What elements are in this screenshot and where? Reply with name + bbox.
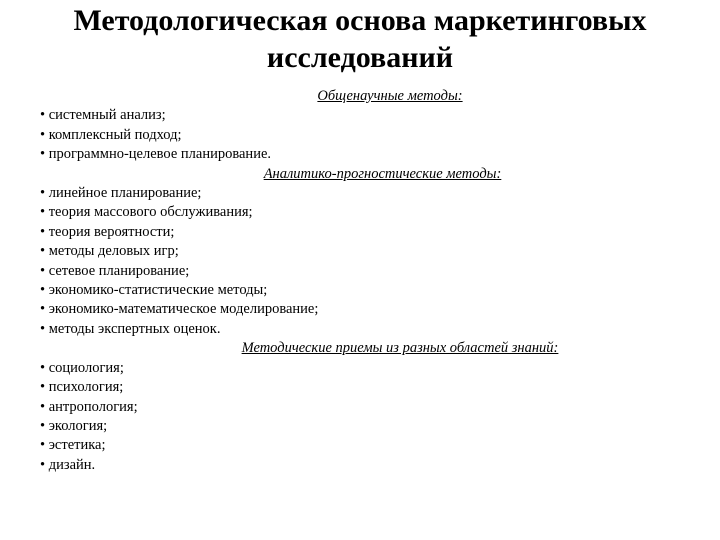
section-heading-general-methods: Общенаучные методы: xyxy=(317,88,463,104)
title-line-1: Методологическая основа маркетинговых xyxy=(73,4,647,37)
list-item: • методы экспертных оценок. xyxy=(40,320,680,339)
list-item: • сетевое планирование; xyxy=(40,262,680,281)
list-general-methods xyxy=(40,106,680,164)
list-item: • системный анализ; xyxy=(40,106,680,125)
list-item: • дизайн. xyxy=(40,456,680,475)
list-item: • теория вероятности; xyxy=(40,223,680,242)
list-item: • социология; xyxy=(40,359,680,378)
list-item: • экология; xyxy=(40,417,680,436)
list-item: • эстетика; xyxy=(40,436,680,455)
list-methodical-techniques xyxy=(40,359,680,475)
list-item: • теория массового обслуживания; xyxy=(40,203,680,222)
list-item: • экономико-статистические методы; xyxy=(40,281,680,300)
list-item: • методы деловых игр; xyxy=(40,242,680,261)
list-item: • антропология; xyxy=(40,398,680,417)
content xyxy=(40,87,680,475)
list-item: • линейное планирование; xyxy=(40,184,680,203)
title-line-2: исследований xyxy=(266,41,454,74)
section-heading-analytic-methods: Аналитико-прогностические методы: xyxy=(263,165,502,182)
list-item: • психология; xyxy=(40,378,680,397)
list-item: • программно-целевое планирование. xyxy=(40,145,680,164)
page-title xyxy=(0,2,720,76)
list-analytic-methods xyxy=(40,184,680,339)
list-item: • комплексный подход; xyxy=(40,126,680,145)
list-item: • экономико-математическое моделирование; xyxy=(40,300,680,319)
section-heading-methodical-techniques: Методические приемы из разных областей знаний: xyxy=(241,340,559,357)
